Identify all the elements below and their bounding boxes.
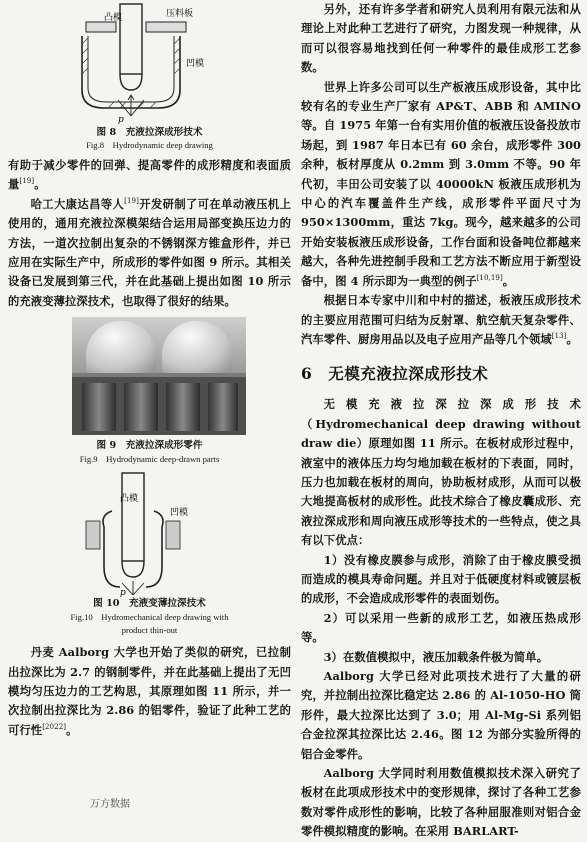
fig9-cup-2 [124,383,158,431]
figure-9-caption-en: Fig.9 Hydrodynamic deep-drawn parts [79,454,220,465]
figure-8-caption-cn: 图 8 充液拉深成形技术 [96,127,203,138]
fig8-pressure-arrows [118,95,144,116]
paragraph-hdd-principle: 无模充液拉深拉深成形技术（Hydromechanical deep drawing without draw die）原理如图 11 所示。在板材成形过程中，液室中的液体压力均匀地加载在板材的下表面，同时，压力也加载在板材的周向，协助板材成形，从而可以极大地提高板材的成形性。此技术综合了橡皮囊成形、充液拉深成形和周向液压成形等技术的一些特点，使之具有以下优点： [301,397,581,548]
paragraph-continued: 有助于减少零件的回弹、提高零件的成形精度和表面质量[19]。 [8,158,291,192]
paragraph-aalborg-2: Aalborg 大学同时利用数值模拟技术深入研究了板材在此项成形技术中的变形规律，探讨了各种工艺参数对零件成形性的影响，比较了各种屈服准则对铝合金零件模拟精度的影响。在采用 BARLART- [301,766,581,839]
watermark: 万方数据 [90,799,130,810]
fig9-cup-1 [82,383,116,431]
right-column [301,0,581,842]
fig8-label-holder: 压料板 [166,9,194,19]
figure-8-diagram [8,0,291,124]
advantage-item-1: 1）没有橡皮膜参与成形，消除了由于橡皮膜受损而造成的模具寿命问题。并且对于低硬度材料或镀层板的成形，不会造成成形零件的表面划伤。 [301,552,581,606]
figure-10-diagram [8,471,291,597]
figure-8 [8,0,291,152]
paragraph-scope: 根据日本专家中川和中村的描述，板液压成形技术的主要应用范围可归结为反射罩、航空航天复杂零件、汽车零件、厨房用品以及电子应用产品等几个领域[13]。 [301,293,581,346]
figure-10-caption-cn: 图 10 充液变薄拉深技术 [93,598,206,610]
figure-9-photo [72,317,246,435]
fig10-label-die: 凹模 [170,508,189,519]
fig9-cup-4 [208,383,238,431]
figure-10-caption-en-1: Fig.10 Hydromechanical deep drawing with [70,612,229,623]
paragraph-aalborg-1: Aalborg 大学已经对此项技术进行了大量的研究，并拉制出拉深比稳定达 2.86 的 Al-1050-HO 筒形件，最大拉深比达到了 3.0；用 Al-Mg-Si 系列铝合金拉深其拉深比达 2.46。图 12 为部分实验所得的铝合金零件。 [301,669,581,761]
paragraph-companies: 世界上许多公司可以生产板液压成形设备，其中比较有名的专业生产厂家有 AP&T、ABB 和 AMINO 等。自 1975 年第一台有实用价值的板液压设备投放市场起，到 1987 年日本已有 60 余台，成形零件 300 余种，板材厚度从 0.2mm 到 3.0mm 不等。90 年代初，丰田公司安装了以 40000kN 板液压成形机为中心的汽车覆盖件生产线，成形零件平面尺寸为 950×1300mm，重达 7kg。现今，越来越多的公司开始安装板液压成形设备，工作台面和设备吨位都越来越大，各种先进控制手段和工艺方法不断应用于新型设备中，图 4 所示即为一典型的例子[10,19]。 [301,79,581,288]
fig8-punch-bottom [120,74,142,90]
advantage-item-2: 2）可以采用一些新的成形工艺，如液压热成形等。 [301,610,581,645]
section-heading-6: 6 无模充液拉深成形技术 [301,364,489,384]
fig10-die-right [146,511,163,587]
paragraph-denmark: 丹麦 Aalborg 大学也开始了类似的研究，已拉制出拉深比为 2.7 的钢制零件，并在此基础上提出了无凹模均匀压边力的工艺构思，其原理如图 11 所示，并一次拉制出拉深比为 2.86 的铝零件，验证了此种工艺的可行性[2022]。 [8,645,291,737]
paragraph-fem: 另外，还有许多学者和研究人员利用有限元法和从理论上对此种工艺进行了研究，力图发现一种规律，从而可以很容易地找到任何一种零件的最佳成形工艺参数。 [301,2,581,75]
figure-10-caption-en-2: product thin-out [121,625,178,636]
fig8-holder-right [146,22,186,32]
fig10-label-pressure: p [120,588,126,598]
fig9-cup-3 [166,383,200,431]
advantage-item-3: 3）在数值模拟中，液压加载条件极为简单。 [323,649,549,664]
fig10-punch [122,473,144,561]
figure-8-caption-en: Fig.8 Hydrodynamic deep drawing [86,140,213,150]
fig10-label-punch: 凸模 [120,494,139,505]
figure-10 [8,471,291,637]
fig10-die-left [103,511,120,587]
figure-9 [8,317,291,467]
paragraph-harbin: 哈工大康达昌等人[19]开发研制了可在单动液压机上使用的，通用充液拉深模架结合运用局部变换压边力的方法，一道次拉制出复杂的不锈钢深方锥盒形件，并已应用在实际生产中，所成形的零件如图 9 所示。其相关设备已发展到第三代，并在此基础上提出如图 10 所示的充液变薄拉深技术，也取得了很好的结果。 [8,196,291,308]
fig8-label-die: 凹模 [186,59,205,69]
fig8-holder-left [86,22,116,32]
fig8-punch [120,4,142,74]
fig8-label-punch: 凸模 [104,13,123,23]
fig8-label-pressure: p [118,115,124,124]
figure-9-caption-cn: 图 9 充液拉深成形零件 [96,440,203,452]
left-column [8,0,291,740]
